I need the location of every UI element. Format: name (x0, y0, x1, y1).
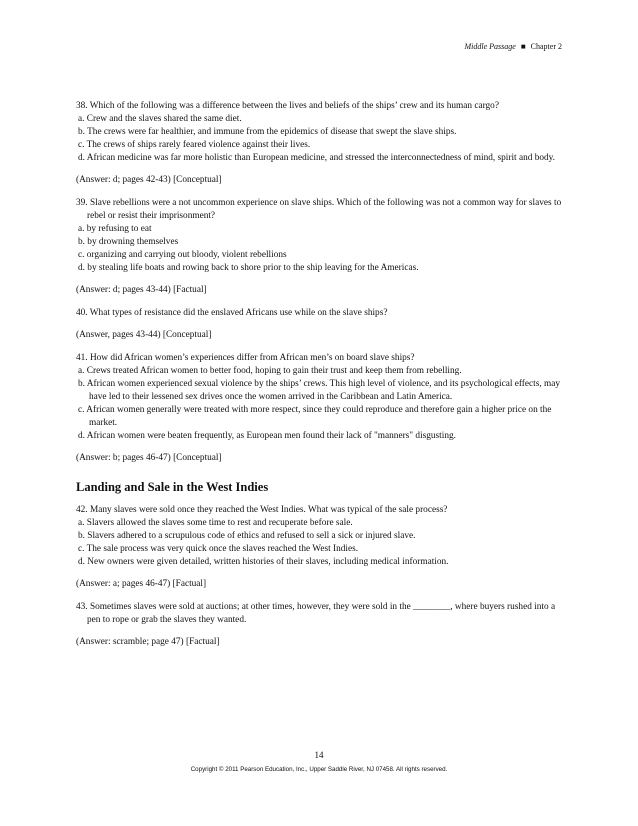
chapter-label: Chapter 2 (530, 42, 562, 51)
answer-option: c. The sale process was very quick once the slaves reached the West Indies. (78, 544, 359, 554)
answer-key: (Answer: a; pages 46-47) [Factual] (76, 579, 207, 589)
running-header (465, 42, 563, 51)
answer-option: c. African women generally were treated with more respect, since they could reproduce and therefore gain a higher price on the market. (78, 405, 552, 428)
answer-key: (Answer: d; pages 43-44) [Factual] (76, 285, 207, 295)
answer-option: a. Slavers allowed the slaves some time to rest and recuperate before sale. (78, 518, 353, 528)
question-text: 41. How did African women’s experiences differ from African men’s on board slave ships? (76, 353, 415, 363)
question-40 (76, 307, 566, 342)
answer-option: a. Crews treated African women to better food, hoping to gain their trust and keep them from rebelling. (78, 366, 462, 376)
page-content (76, 100, 566, 659)
answer-option: a. by refusing to eat (78, 224, 152, 234)
header-separator: ■ (520, 42, 526, 51)
answer-key: (Answer, pages 43-44) [Conceptual] (76, 330, 212, 340)
question-text: 39. Slave rebellions were a not uncommon experience on slave ships. Which of the following was not a common way for slaves to rebel or resist their imprisonment? (76, 198, 562, 221)
answer-option: d. New owners were given detailed, written histories of their slaves, including medical information. (78, 557, 449, 567)
answer-option: b. The crews were far healthier, and immune from the epidemics of disease that swept the slave ships. (78, 127, 457, 137)
answer-option: b. African women experienced sexual violence by the ships’ crews. This high level of violence, and its psychological effects, may have led to their lessened sex drives once the women arrived in the Caribbean and Latin America. (78, 379, 560, 402)
question-text: 38. Which of the following was a difference between the lives and beliefs of the ships’ crew and its human cargo? (76, 101, 499, 111)
answer-option: d. African women were beaten frequently, as European men found their lack of "manners" disgusting. (78, 431, 456, 441)
question-41 (76, 352, 566, 465)
section-heading: Landing and Sale in the West Indies (76, 480, 269, 494)
question-42 (76, 504, 566, 591)
page-number: 14 (314, 750, 324, 760)
question-text: 40. What types of resistance did the enslaved Africans use while on the slave ships? (76, 308, 388, 318)
question-text: 42. Many slaves were sold once they reached the West Indies. What was typical of the sale process? (76, 505, 448, 515)
question-text: 43. Sometimes slaves were sold at auctions; at other times, however, they were sold in the ________, where buyers rushed into a pen to rope or grab the slaves they wanted. (76, 602, 556, 625)
question-39 (76, 197, 566, 297)
question-43 (76, 601, 566, 649)
book-title: Middle Passage (464, 42, 516, 51)
answer-option: d. African medicine was far more holistic than European medicine, and stressed the interconnectedness of mind, spirit and body. (78, 153, 556, 163)
copyright-notice: Copyright © 2011 Pearson Education, Inc., Upper Saddle River, NJ 07458. All rights reserved. (190, 766, 448, 773)
answer-option: a. Crew and the slaves shared the same diet. (78, 114, 242, 124)
answer-key: (Answer: b; pages 46-47) [Conceptual] (76, 453, 222, 463)
answer-option: b. by drowning themselves (78, 237, 179, 247)
answer-key: (Answer: scramble; page 47) [Factual] (76, 637, 220, 647)
answer-option: b. Slavers adhered to a scrupulous code of ethics and refused to sell a sick or injured slave. (78, 531, 416, 541)
answer-option: c. organizing and carrying out bloody, violent rebellions (78, 250, 287, 260)
answer-option: d. by stealing life boats and rowing back to shore prior to the ship leaving for the Americas. (78, 263, 419, 273)
answer-option: c. The crews of ships rarely feared violence against their lives. (78, 140, 311, 150)
answer-key: (Answer: d; pages 42-43) [Conceptual] (76, 175, 222, 185)
question-38 (76, 100, 566, 187)
